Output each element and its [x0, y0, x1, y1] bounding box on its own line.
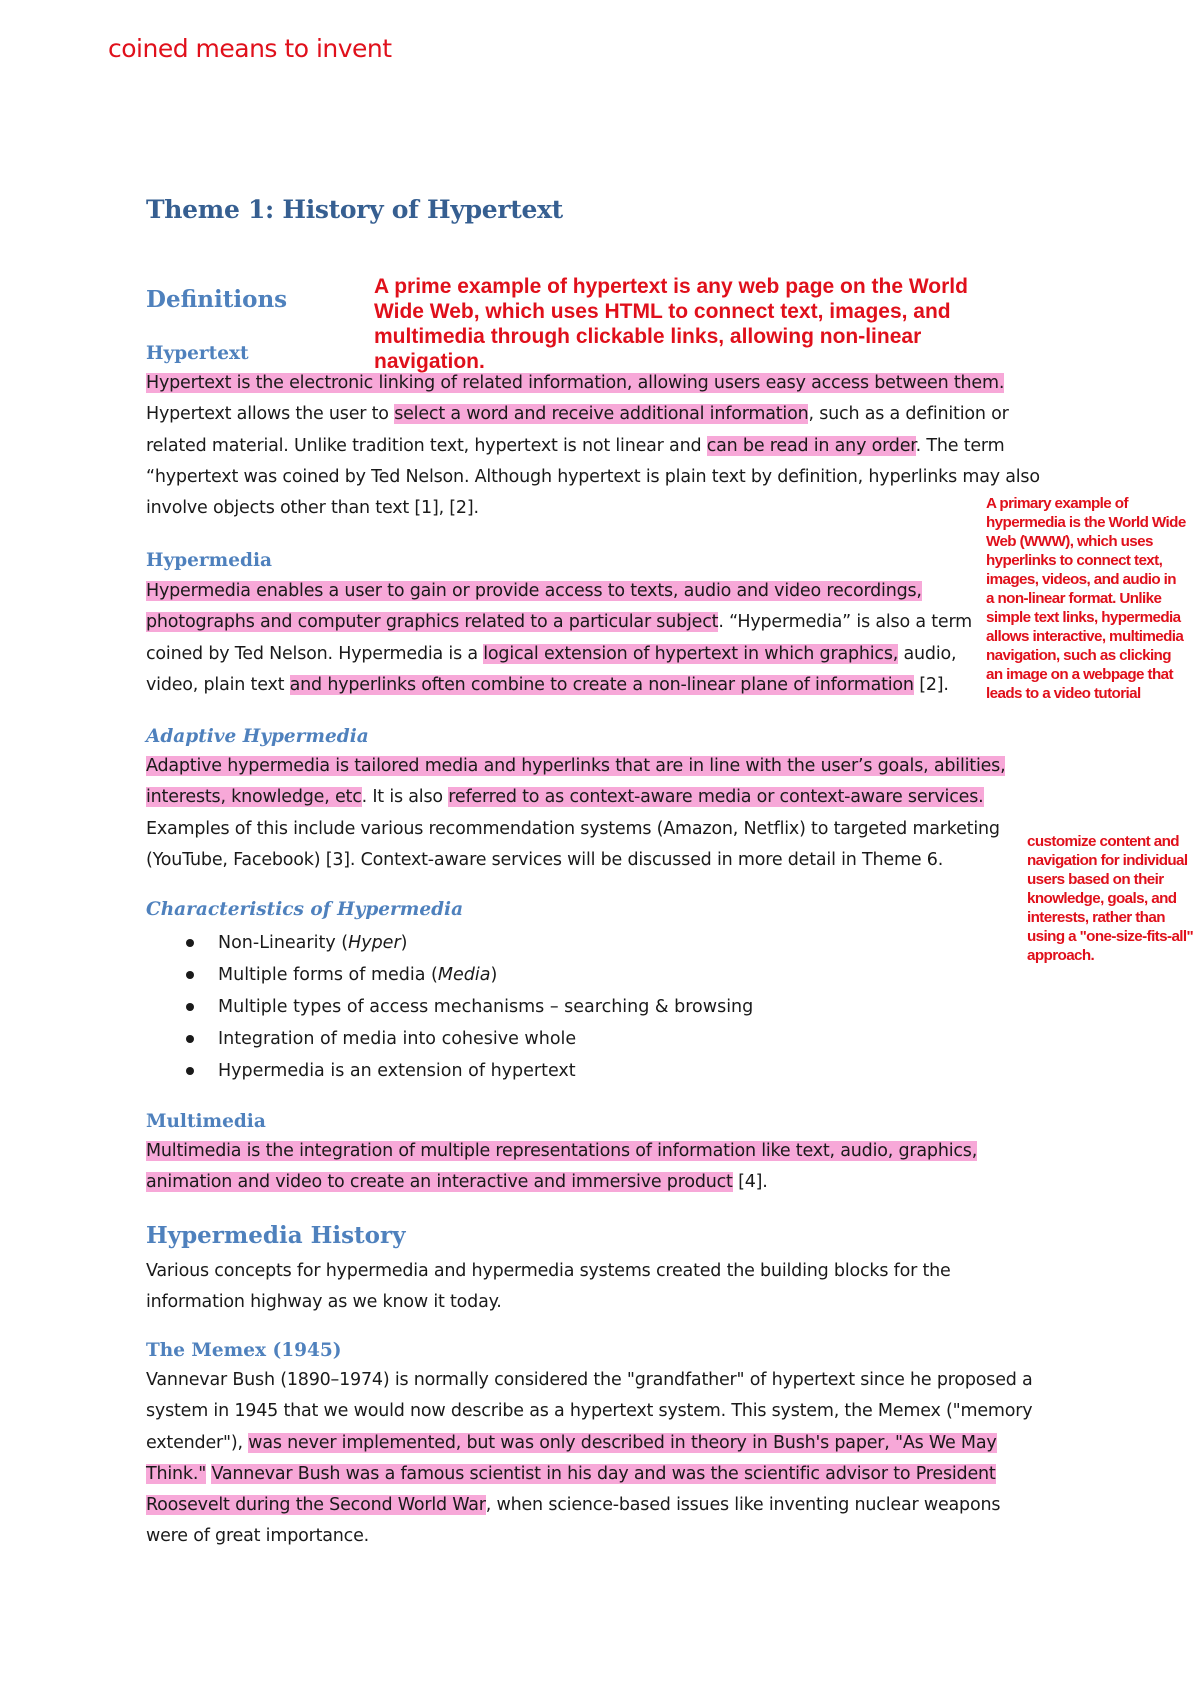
- hypermedia-history-heading: Hypermedia History: [146, 1222, 406, 1249]
- item-text: Multiple forms of media (: [218, 965, 438, 985]
- bullet-icon: [186, 971, 194, 979]
- annotation-coined: coined means to invent: [108, 34, 392, 63]
- text-run: . The term “hypertext was coined by Ted Nelson. Although hypertext is plain text by definition, hyperlinks may also involve objects other than text [1], [2].: [146, 435, 1040, 519]
- item-tail: ): [400, 933, 408, 953]
- highlight: Multimedia is the integration of multiple representations of information like text, audio, graphics, animation and video to create an interactive and immersive product: [146, 1141, 978, 1193]
- list-item: [146, 927, 846, 959]
- text-run: [2].: [913, 674, 949, 695]
- text-run: , when science-based issues like inventing nuclear weapons were of great importance.: [146, 1495, 1001, 1547]
- item-emphasis: Media: [437, 965, 491, 985]
- hypermedia-history-paragraph: Various concepts for hypermedia and hypermedia systems created the building blocks for the information highway as we know it today.: [146, 1261, 951, 1313]
- text-run: audio, video, plain text: [146, 643, 957, 695]
- item-text: Hypermedia is an extension of hypertext: [218, 1061, 576, 1081]
- characteristics-list: [146, 927, 846, 1087]
- adaptive-hypermedia-heading: Adaptive Hypermedia: [146, 726, 369, 747]
- bullet-icon: [186, 1035, 194, 1043]
- highlight: Vannevar Bush was a famous scientist in his day and was the scientific advisor to President Roosevelt during the Second World War: [146, 1463, 996, 1516]
- highlight: can be read in any order: [706, 435, 916, 456]
- text-run: Examples of this include various recommendation systems (Amazon, Netflix) to targeted marketing (YouTube, Facebook) [3]. Context-aware services will be discussed in more detail in Theme 6.: [146, 818, 1000, 870]
- hypertext-paragraph: [146, 368, 1066, 524]
- annotation-hypertext-example: A prime example of hypertext is any web page on the World Wide Web, which uses HTML to connect text, images, and multimedia through clickable links, allowing non-linear navigation.: [374, 275, 968, 373]
- highlight: Hypertext is the electronic linking of related information, allowing users easy access between them.: [146, 373, 1005, 393]
- memex-paragraph: [146, 1365, 1046, 1553]
- list-item: [146, 1023, 846, 1055]
- characteristics-heading: Characteristics of Hypermedia: [146, 899, 464, 920]
- item-text: Multiple types of access mechanisms – searching & browsing: [218, 997, 754, 1017]
- list-item: [146, 991, 846, 1023]
- list-item: [146, 959, 846, 991]
- bullet-icon: [186, 939, 194, 947]
- text-run: . It is also: [361, 787, 449, 808]
- item-text: Non-Linearity (: [218, 933, 349, 953]
- highlight: and hyperlinks often combine to create a non-linear plane of information: [289, 674, 914, 695]
- text-run: , such as a definition or related material. Unlike tradition text, hypertext is not linear and: [146, 404, 1009, 456]
- bullet-icon: [186, 1067, 194, 1075]
- hypermedia-heading: Hypermedia: [146, 550, 272, 571]
- highlight: Hypermedia enables a user to gain or provide access to texts, audio and video recordings, photographs and computer graphics related to a particular subject: [146, 581, 922, 633]
- text-run: Hypertext allows the user to: [146, 404, 395, 425]
- text-run: Vannevar Bush (1890–1974) is normally considered the "grandfather" of hypertext since he proposed a system in 1945 that we would now describe as a hypertext system. This system, the Memex ("memory extender"),: [146, 1370, 1033, 1453]
- hypermedia-paragraph: [146, 576, 976, 701]
- hypertext-heading: Hypertext: [146, 343, 249, 364]
- item-tail: ): [490, 965, 498, 985]
- bullet-icon: [186, 1003, 194, 1011]
- highlight: referred to as context-aware media or context-aware services.: [448, 787, 984, 808]
- annotation-hypermedia-example: A primary example of hypermedia is the World Wide Web (WWW), which uses hyperlinks to connect text, images, videos, and audio in a non-linear format. Unlike simple text links, hypermedia allows interactive, multimedia navigation, such as clicking an image on a webpage that leads to a video tutorial: [986, 495, 1186, 702]
- annotation-adaptive-definition: customize content and navigation for individual users based on their knowledge, goals, and interests, rather than using a "one-size-fits-all" approach.: [1027, 833, 1194, 964]
- highlight: Adaptive hypermedia is tailored media and hyperlinks that are in line with the user’s goals, abilities, interests, knowledge, etc: [146, 756, 1006, 808]
- multimedia-paragraph: [146, 1136, 1046, 1199]
- adaptive-hypermedia-paragraph: [146, 751, 1046, 876]
- list-item: [146, 1055, 846, 1087]
- item-text: Integration of media into cohesive whole: [218, 1029, 577, 1049]
- text-run: [4].: [732, 1172, 768, 1193]
- highlight: logical extension of hypertext in which graphics,: [483, 643, 899, 664]
- highlight: select a word and receive additional information: [394, 404, 809, 425]
- item-emphasis: Hyper: [348, 933, 401, 953]
- page-title: Theme 1: History of Hypertext: [146, 195, 563, 224]
- highlight: was never implemented, but was only described in theory in Bush's paper, "As We May Think.": [146, 1432, 997, 1484]
- multimedia-heading: Multimedia: [146, 1111, 266, 1132]
- memex-heading: The Memex (1945): [146, 1340, 342, 1361]
- definitions-heading: Definitions: [146, 286, 288, 313]
- text-run: . “Hypermedia” is also a term coined by Ted Nelson. Hypermedia is a: [146, 612, 972, 664]
